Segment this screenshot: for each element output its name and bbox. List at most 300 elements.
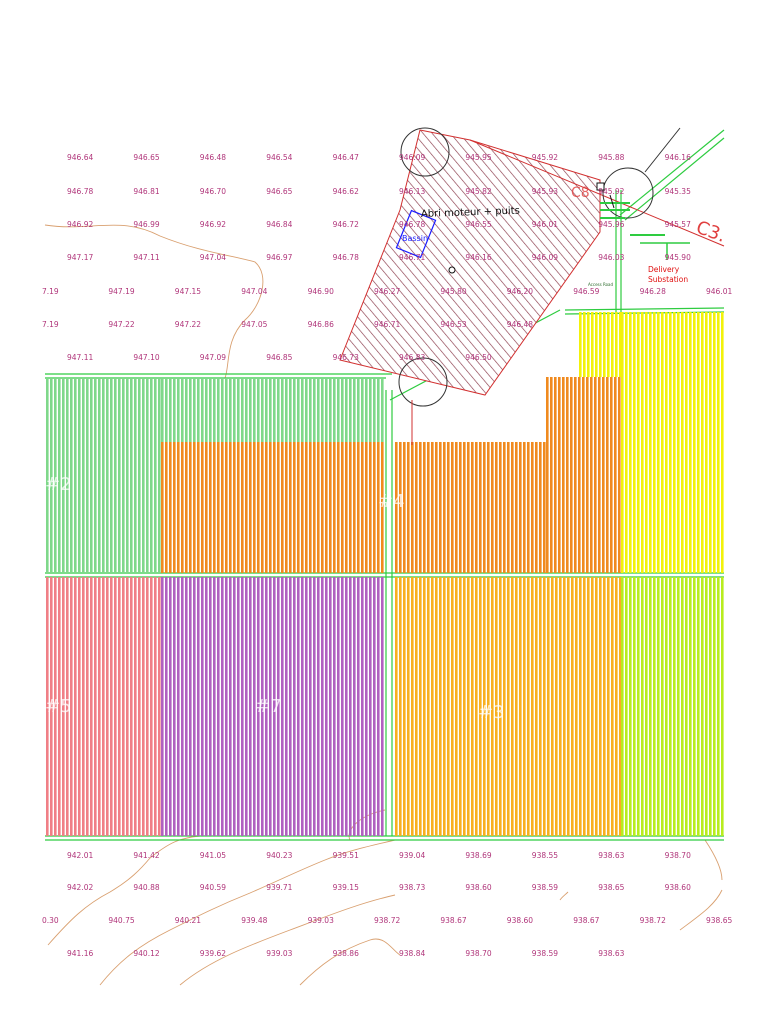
panel-row xyxy=(229,577,232,836)
panel-row xyxy=(341,577,344,836)
panel-row xyxy=(503,442,506,573)
panel-row xyxy=(629,312,632,573)
panel-row xyxy=(649,312,652,573)
elevation-value: 947.15 xyxy=(174,287,202,296)
panel-row xyxy=(309,577,312,836)
panel-row xyxy=(713,577,716,836)
elevation-value: 947.19 xyxy=(108,287,135,296)
panel-row xyxy=(177,577,180,836)
corner-label: C3. xyxy=(693,216,729,247)
panel-row xyxy=(245,577,248,836)
panel-row xyxy=(146,577,149,836)
panel-row xyxy=(483,442,486,573)
panel-row xyxy=(411,577,414,836)
elevation-value: 938.63 xyxy=(598,851,625,860)
elevation-value: 939.03 xyxy=(266,949,293,958)
panel-row xyxy=(527,442,530,573)
panel-row xyxy=(669,312,672,573)
elevation-value: 946.16 xyxy=(465,253,492,262)
elevation-value: 940.23 xyxy=(266,851,293,860)
panel-row xyxy=(134,378,137,573)
panel-row xyxy=(625,312,628,573)
panel-row xyxy=(689,312,692,573)
panel-row xyxy=(86,378,89,573)
panel-row xyxy=(463,442,466,573)
panel-row xyxy=(649,577,652,836)
panel-row xyxy=(535,442,538,573)
panel-row xyxy=(705,312,708,573)
panel-row xyxy=(333,577,336,836)
panel-row xyxy=(285,442,288,573)
panel-row xyxy=(289,442,292,573)
panel-row xyxy=(165,577,168,836)
panel-row xyxy=(527,577,530,836)
panel-row xyxy=(447,442,450,573)
panel-row xyxy=(431,577,434,836)
panel-row xyxy=(369,378,372,442)
panel-row xyxy=(507,577,510,836)
panel-row xyxy=(249,577,252,836)
panel-row xyxy=(566,377,569,573)
panel-row xyxy=(173,442,176,573)
elevation-value: 946.90 xyxy=(307,287,334,296)
elevation-value: 946.99 xyxy=(133,220,160,229)
elevation-value: 7.19 xyxy=(42,320,59,329)
elevation-value: 938.73 xyxy=(399,883,426,892)
panel-row xyxy=(169,378,172,442)
panel-row xyxy=(598,377,601,573)
panel-row xyxy=(189,378,192,442)
panel-row xyxy=(293,577,296,836)
panel-row xyxy=(245,442,248,573)
panel-row xyxy=(551,577,554,836)
elevation-value: 946.09 xyxy=(531,253,559,262)
block-number-label: #5 xyxy=(45,696,72,717)
panel-row xyxy=(329,577,332,836)
elevation-value: 946.20 xyxy=(506,287,534,296)
panel-row xyxy=(427,442,430,573)
panel-row xyxy=(531,442,534,573)
elevation-value: 946.73 xyxy=(332,353,359,362)
panel-row xyxy=(467,442,470,573)
block-number-label: #2 xyxy=(45,474,72,495)
panel-row xyxy=(161,442,164,573)
panel-row xyxy=(313,577,316,836)
panel-row xyxy=(177,442,180,573)
panel-row xyxy=(74,378,77,573)
panel-row xyxy=(106,577,109,836)
panel-row xyxy=(717,577,720,836)
panel-row xyxy=(317,577,320,836)
elevation-value: 938.65 xyxy=(598,883,625,892)
panel-row xyxy=(645,577,648,836)
panel-row xyxy=(491,442,494,573)
elevation-value: 946.50 xyxy=(465,353,492,362)
panel-row xyxy=(181,378,184,442)
panel-row xyxy=(381,577,384,836)
panel-row xyxy=(602,377,605,573)
panel-row xyxy=(321,442,324,573)
panel-row xyxy=(610,377,613,573)
elevation-value: 946.92 xyxy=(199,220,227,229)
block-amber xyxy=(395,577,622,836)
panel-row xyxy=(693,312,696,573)
panel-row xyxy=(411,442,414,573)
panel-row xyxy=(431,442,434,573)
panel-row xyxy=(415,442,418,573)
panel-row xyxy=(570,377,573,573)
panel-row xyxy=(587,577,590,836)
panel-row xyxy=(209,442,212,573)
panel-row xyxy=(297,378,300,442)
panel-row xyxy=(126,378,129,573)
panel-row xyxy=(321,378,324,442)
elevation-value: 940.75 xyxy=(108,916,135,925)
panel-row xyxy=(229,378,232,442)
elevation-value: 946.65 xyxy=(133,153,160,162)
panel-row xyxy=(423,577,426,836)
panel-row xyxy=(197,378,200,442)
panel-row xyxy=(126,577,129,836)
panel-row xyxy=(443,577,446,836)
panel-row xyxy=(297,442,300,573)
elevation-value: 947.04 xyxy=(241,287,268,296)
panel-row xyxy=(309,378,312,442)
panel-row xyxy=(122,378,125,573)
panel-row xyxy=(313,442,316,573)
panel-row xyxy=(257,378,260,442)
elevation-value: 947.22 xyxy=(108,320,135,329)
elevation-value: 946.48 xyxy=(199,153,227,162)
panel-row xyxy=(289,577,292,836)
panel-row xyxy=(177,378,180,442)
panel-row xyxy=(607,577,610,836)
panel-row xyxy=(607,312,610,377)
panel-row xyxy=(301,577,304,836)
panel-row xyxy=(705,577,708,836)
elevation-value: 945.92 xyxy=(598,187,625,196)
elevation-value: 946.01 xyxy=(706,287,733,296)
panel-row xyxy=(269,378,272,442)
panel-row xyxy=(213,577,216,836)
panel-row xyxy=(369,442,372,573)
panel-row xyxy=(511,577,514,836)
panel-row xyxy=(361,442,364,573)
panel-row xyxy=(578,377,581,573)
elevation-grid-bottom xyxy=(42,851,732,958)
panel-row xyxy=(381,378,384,442)
panel-row xyxy=(563,577,566,836)
panel-row xyxy=(697,577,700,836)
elevation-value: 946.72 xyxy=(332,220,359,229)
panel-row xyxy=(189,442,192,573)
panel-row xyxy=(158,577,161,836)
elevation-value: 946.47 xyxy=(332,153,359,162)
panel-row xyxy=(221,442,224,573)
panel-row xyxy=(317,442,320,573)
panel-row xyxy=(173,378,176,442)
panel-row xyxy=(161,577,164,836)
panel-row xyxy=(587,312,590,377)
panel-row xyxy=(158,378,161,573)
elevation-value: 942.02 xyxy=(67,883,94,892)
elevation-value: 938.67 xyxy=(440,916,467,925)
panel-row xyxy=(78,378,81,573)
panel-row xyxy=(373,378,376,442)
elevation-value: 946.85 xyxy=(266,353,293,362)
panel-row xyxy=(130,577,133,836)
panel-row xyxy=(467,577,470,836)
elevation-value: 939.51 xyxy=(332,851,359,860)
block-orange-c xyxy=(546,377,621,573)
panel-row xyxy=(614,377,617,573)
panel-row xyxy=(603,312,606,377)
panel-row xyxy=(427,577,430,836)
panel-row xyxy=(673,577,676,836)
panel-row xyxy=(665,577,668,836)
panel-row xyxy=(138,378,141,573)
panel-row xyxy=(289,378,292,442)
block-yellow-top xyxy=(579,312,622,377)
panel-row xyxy=(641,577,644,836)
elevation-value: 940.88 xyxy=(133,883,160,892)
substation-label-line1: Delivery xyxy=(648,265,680,274)
elevation-value: 945.96 xyxy=(598,220,625,229)
elevation-value: 946.78 xyxy=(67,187,94,196)
panel-row xyxy=(261,442,264,573)
panel-row xyxy=(193,577,196,836)
panel-row xyxy=(677,577,680,836)
panel-row xyxy=(253,378,256,442)
panel-row xyxy=(257,442,260,573)
panel-row xyxy=(305,577,308,836)
panel-row xyxy=(110,577,113,836)
panel-row xyxy=(661,577,664,836)
elevation-value: 7.19 xyxy=(42,287,59,296)
panel-row xyxy=(102,577,105,836)
panel-row xyxy=(189,577,192,836)
elevation-value: 940.21 xyxy=(174,916,202,925)
panel-row xyxy=(229,442,232,573)
block-orange-b xyxy=(395,442,546,573)
elevation-value: 938.59 xyxy=(531,883,559,892)
pv-blocks xyxy=(46,312,724,836)
panel-row xyxy=(241,577,244,836)
panel-row xyxy=(205,378,208,442)
panel-row xyxy=(142,577,145,836)
elevation-value: 946.83 xyxy=(399,353,426,362)
panel-row xyxy=(273,378,276,442)
panel-row xyxy=(134,577,137,836)
panel-row xyxy=(531,577,534,836)
elevation-value: 946.13 xyxy=(399,187,426,196)
block-number-label: #4 xyxy=(378,491,405,512)
panel-row xyxy=(181,442,184,573)
block-lime xyxy=(621,577,724,836)
elevation-value: 939.04 xyxy=(399,851,426,860)
panel-row xyxy=(618,377,621,573)
elevation-value: 945.88 xyxy=(598,153,625,162)
elevation-value: 946.28 xyxy=(639,287,666,296)
panel-row xyxy=(86,577,89,836)
panel-row xyxy=(523,442,526,573)
panel-row xyxy=(138,577,141,836)
block-number-label: #7 xyxy=(255,696,282,717)
panel-row xyxy=(583,312,586,377)
elevation-value: 941.16 xyxy=(67,949,94,958)
panel-row xyxy=(78,577,81,836)
panel-row xyxy=(661,312,664,573)
panel-row xyxy=(165,442,168,573)
panel-row xyxy=(309,442,312,573)
panel-row xyxy=(261,378,264,442)
panel-row xyxy=(611,312,614,377)
elevation-value: 946.70 xyxy=(199,187,227,196)
panel-row xyxy=(217,442,220,573)
panel-row xyxy=(102,378,105,573)
panel-row xyxy=(329,442,332,573)
panel-row xyxy=(325,378,328,442)
panel-row xyxy=(555,577,558,836)
panel-row xyxy=(575,577,578,836)
elevation-value: 938.55 xyxy=(531,851,559,860)
elevation-value: 939.71 xyxy=(266,883,293,892)
panel-row xyxy=(293,442,296,573)
panel-row xyxy=(550,377,553,573)
panel-row xyxy=(459,442,462,573)
panel-row xyxy=(98,378,101,573)
panel-row xyxy=(419,577,422,836)
panel-row xyxy=(717,312,720,573)
panel-row xyxy=(217,378,220,442)
elevation-value: 946.03 xyxy=(598,253,625,262)
panel-row xyxy=(325,577,328,836)
panel-row xyxy=(169,577,172,836)
panel-row xyxy=(377,378,380,442)
c8-label: C8 xyxy=(571,185,590,201)
elevation-value: 938.60 xyxy=(506,916,534,925)
elevation-value: 946.53 xyxy=(440,320,467,329)
panel-row xyxy=(269,442,272,573)
panel-row xyxy=(709,312,712,573)
panel-row xyxy=(301,378,304,442)
panel-row xyxy=(237,442,240,573)
elevation-value: 938.69 xyxy=(465,851,492,860)
elevation-value: 945.90 xyxy=(664,253,691,262)
panel-row xyxy=(455,577,458,836)
panel-row xyxy=(685,312,688,573)
panel-row xyxy=(562,377,565,573)
panel-row xyxy=(150,378,153,573)
panel-row xyxy=(637,577,640,836)
elevation-value: 946.01 xyxy=(531,220,559,229)
panel-row xyxy=(567,577,570,836)
elevation-value: 947.11 xyxy=(67,353,94,362)
panel-row xyxy=(701,312,704,573)
panel-row xyxy=(519,442,522,573)
panel-row xyxy=(475,442,478,573)
panel-row xyxy=(535,577,538,836)
panel-row xyxy=(407,442,410,573)
panel-row xyxy=(301,442,304,573)
panel-row xyxy=(669,577,672,836)
panel-row xyxy=(633,577,636,836)
elevation-value: 946.64 xyxy=(67,153,94,162)
panel-row xyxy=(185,442,188,573)
panel-row xyxy=(197,577,200,836)
elevation-value: 947.09 xyxy=(199,353,227,362)
panel-row xyxy=(353,378,356,442)
panel-row xyxy=(611,577,614,836)
elevation-value: 946.78 xyxy=(399,220,426,229)
panel-row xyxy=(633,312,636,573)
panel-row xyxy=(225,442,228,573)
elevation-value: 938.63 xyxy=(598,949,625,958)
elevation-value: 938.60 xyxy=(664,883,691,892)
elevation-value: 946.97 xyxy=(266,253,293,262)
panel-row xyxy=(709,577,712,836)
panel-row xyxy=(451,577,454,836)
panel-row xyxy=(621,312,624,573)
elevation-value: 946.27 xyxy=(374,287,401,296)
panel-row xyxy=(317,378,320,442)
panel-row xyxy=(407,577,410,836)
elevation-value: 946.48 xyxy=(506,320,534,329)
panel-row xyxy=(599,577,602,836)
panel-row xyxy=(281,378,284,442)
panel-row xyxy=(146,378,149,573)
panel-row xyxy=(685,577,688,836)
panel-row xyxy=(213,378,216,442)
elevation-value: 946.78 xyxy=(332,253,359,262)
panel-row xyxy=(471,442,474,573)
panel-row xyxy=(574,377,577,573)
panel-row xyxy=(353,442,356,573)
panel-row xyxy=(114,577,117,836)
elevation-value: 939.48 xyxy=(241,916,268,925)
panel-row xyxy=(419,442,422,573)
panel-row xyxy=(209,577,212,836)
panel-row xyxy=(333,378,336,442)
panel-row xyxy=(539,577,542,836)
panel-row xyxy=(245,378,248,442)
panel-row xyxy=(90,378,93,573)
panel-row xyxy=(463,577,466,836)
panel-row xyxy=(82,577,85,836)
panel-row xyxy=(693,577,696,836)
panel-row xyxy=(665,312,668,573)
panel-row xyxy=(625,577,628,836)
elevation-value: 938.84 xyxy=(399,949,426,958)
panel-row xyxy=(357,442,360,573)
panel-row xyxy=(313,378,316,442)
panel-row xyxy=(471,577,474,836)
panel-row xyxy=(98,577,101,836)
panel-row xyxy=(455,442,458,573)
panel-row xyxy=(221,378,224,442)
elevation-value: 945.93 xyxy=(531,187,559,196)
panel-row xyxy=(451,442,454,573)
panel-row xyxy=(653,577,656,836)
panel-row xyxy=(357,577,360,836)
panel-row xyxy=(603,577,606,836)
panel-row xyxy=(297,577,300,836)
elevation-value: 947.10 xyxy=(133,353,160,362)
panel-row xyxy=(546,377,549,573)
panel-row xyxy=(217,577,220,836)
panel-row xyxy=(447,577,450,836)
elevation-value: 939.62 xyxy=(199,949,227,958)
